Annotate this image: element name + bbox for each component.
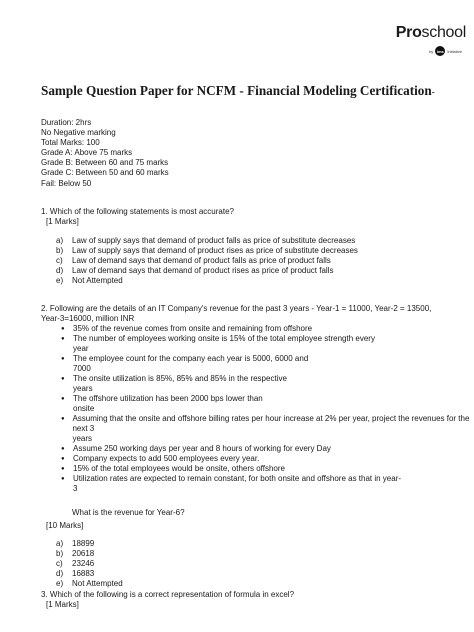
question-1 bbox=[41, 207, 358, 286]
question-2-options bbox=[56, 539, 474, 589]
question-3-marks: [1 Marks] bbox=[46, 600, 79, 609]
fact-item: ● The number of employees working onsite is 15% of the total employee strength every year bbox=[61, 334, 375, 353]
bullet-icon: ● bbox=[61, 336, 65, 342]
bullet-icon: ● bbox=[61, 456, 65, 462]
bullet-icon: ● bbox=[61, 326, 65, 332]
bullet-icon: ● bbox=[61, 446, 65, 452]
bullet-icon: ● bbox=[61, 396, 65, 402]
option-b[interactable]: b) Law of supply says that demand of product rises as price of substitute decreases bbox=[56, 246, 358, 255]
option-d[interactable]: d) Law of demand says that demand of product rises as price of product falls bbox=[56, 266, 334, 275]
option-c[interactable]: c) Law of demand says that demand of product falls as price of product falls bbox=[56, 256, 331, 265]
option-e[interactable]: e) Not Attempted bbox=[56, 579, 123, 588]
bullet-icon: ● bbox=[61, 356, 65, 362]
exam-meta bbox=[41, 118, 169, 189]
option-d[interactable]: d) 16883 bbox=[56, 569, 95, 578]
option-a[interactable]: a) Law of supply says that demand of product falls as price of substitute decreases bbox=[56, 236, 356, 245]
fact-item: ● 35% of the revenue comes from onsite and remaining from offshore bbox=[61, 324, 313, 333]
question-3 bbox=[41, 590, 294, 610]
option-e[interactable]: e) Not Attempted bbox=[56, 276, 123, 285]
option-b[interactable]: b) 20618 bbox=[56, 549, 95, 558]
question-1-text: 1. Which of the following statements is most accurate? bbox=[41, 207, 234, 216]
ims-badge-icon: ims bbox=[435, 46, 445, 56]
meta-line: Total Marks: 100 bbox=[41, 138, 100, 148]
option-a[interactable]: a) 18899 bbox=[56, 539, 95, 548]
meta-line: Duration: 2hrs bbox=[41, 118, 92, 127]
meta-line: No Negative marking bbox=[41, 128, 116, 138]
question-2-text-cont: Year-3=16000, million INR bbox=[41, 314, 135, 323]
fact-item: ● The offshore utilization has been 2000 bps lower than onsite bbox=[61, 394, 263, 413]
question-2 bbox=[41, 304, 474, 589]
meta-line: Grade C: Between 50 and 60 marks bbox=[41, 168, 169, 178]
bullet-icon: ● bbox=[61, 466, 65, 472]
question-2-prompt: What is the revenue for Year-6? bbox=[72, 508, 185, 517]
question-2-marks: [10 Marks] bbox=[46, 521, 84, 530]
meta-line: Grade B: Between 60 and 75 marks bbox=[41, 158, 169, 168]
question-1-marks: [1 Marks] bbox=[46, 217, 79, 226]
bullet-icon: ● bbox=[61, 416, 65, 422]
logo-wordmark: Proschool bbox=[395, 24, 466, 41]
fact-item: ● Company expects to add 500 employees every year. bbox=[61, 454, 260, 463]
logo-byline: by ims Initiative bbox=[429, 46, 462, 56]
page-title: Sample Question Paper for NCFM - Financial Modeling Certification- bbox=[41, 83, 435, 98]
fact-item: ● The onsite utilization is 85%, 85% and 85% in the respective years bbox=[61, 374, 287, 393]
proschool-logo bbox=[386, 24, 466, 60]
meta-line: Fail: Below 50 bbox=[41, 178, 92, 188]
question-3-text: 3. Which of the following is a correct representation of formula in excel? bbox=[41, 590, 295, 599]
question-1-options bbox=[56, 236, 358, 286]
fact-item: ● The employee count for the company each year is 5000, 6000 and 7000 bbox=[61, 354, 309, 373]
bullet-icon: ● bbox=[61, 376, 65, 382]
meta-line: Grade A: Above 75 marks bbox=[41, 148, 133, 158]
question-2-text: 2. Following are the details of an IT Company's revenue for the past 3 years - Year-1 = 11000, Year-2 = 13500, bbox=[41, 304, 432, 313]
option-c[interactable]: c) 23246 bbox=[56, 559, 95, 568]
question-2-facts bbox=[61, 324, 474, 494]
fact-item: ● Assuming that the onsite and offshore billing rates per hour increase at 2% per year, project the revenues for the next 3 years bbox=[61, 414, 470, 443]
fact-item: ● Assume 250 working days per year and 8 hours of working for every Day bbox=[61, 444, 331, 453]
fact-item: ● 15% of the total employees would be onsite, others offshore bbox=[61, 464, 285, 473]
bullet-icon: ● bbox=[61, 476, 65, 482]
fact-item: ● Utilization rates are expected to remain constant, for both onsite and offshore as that in year- 3 bbox=[61, 474, 402, 493]
